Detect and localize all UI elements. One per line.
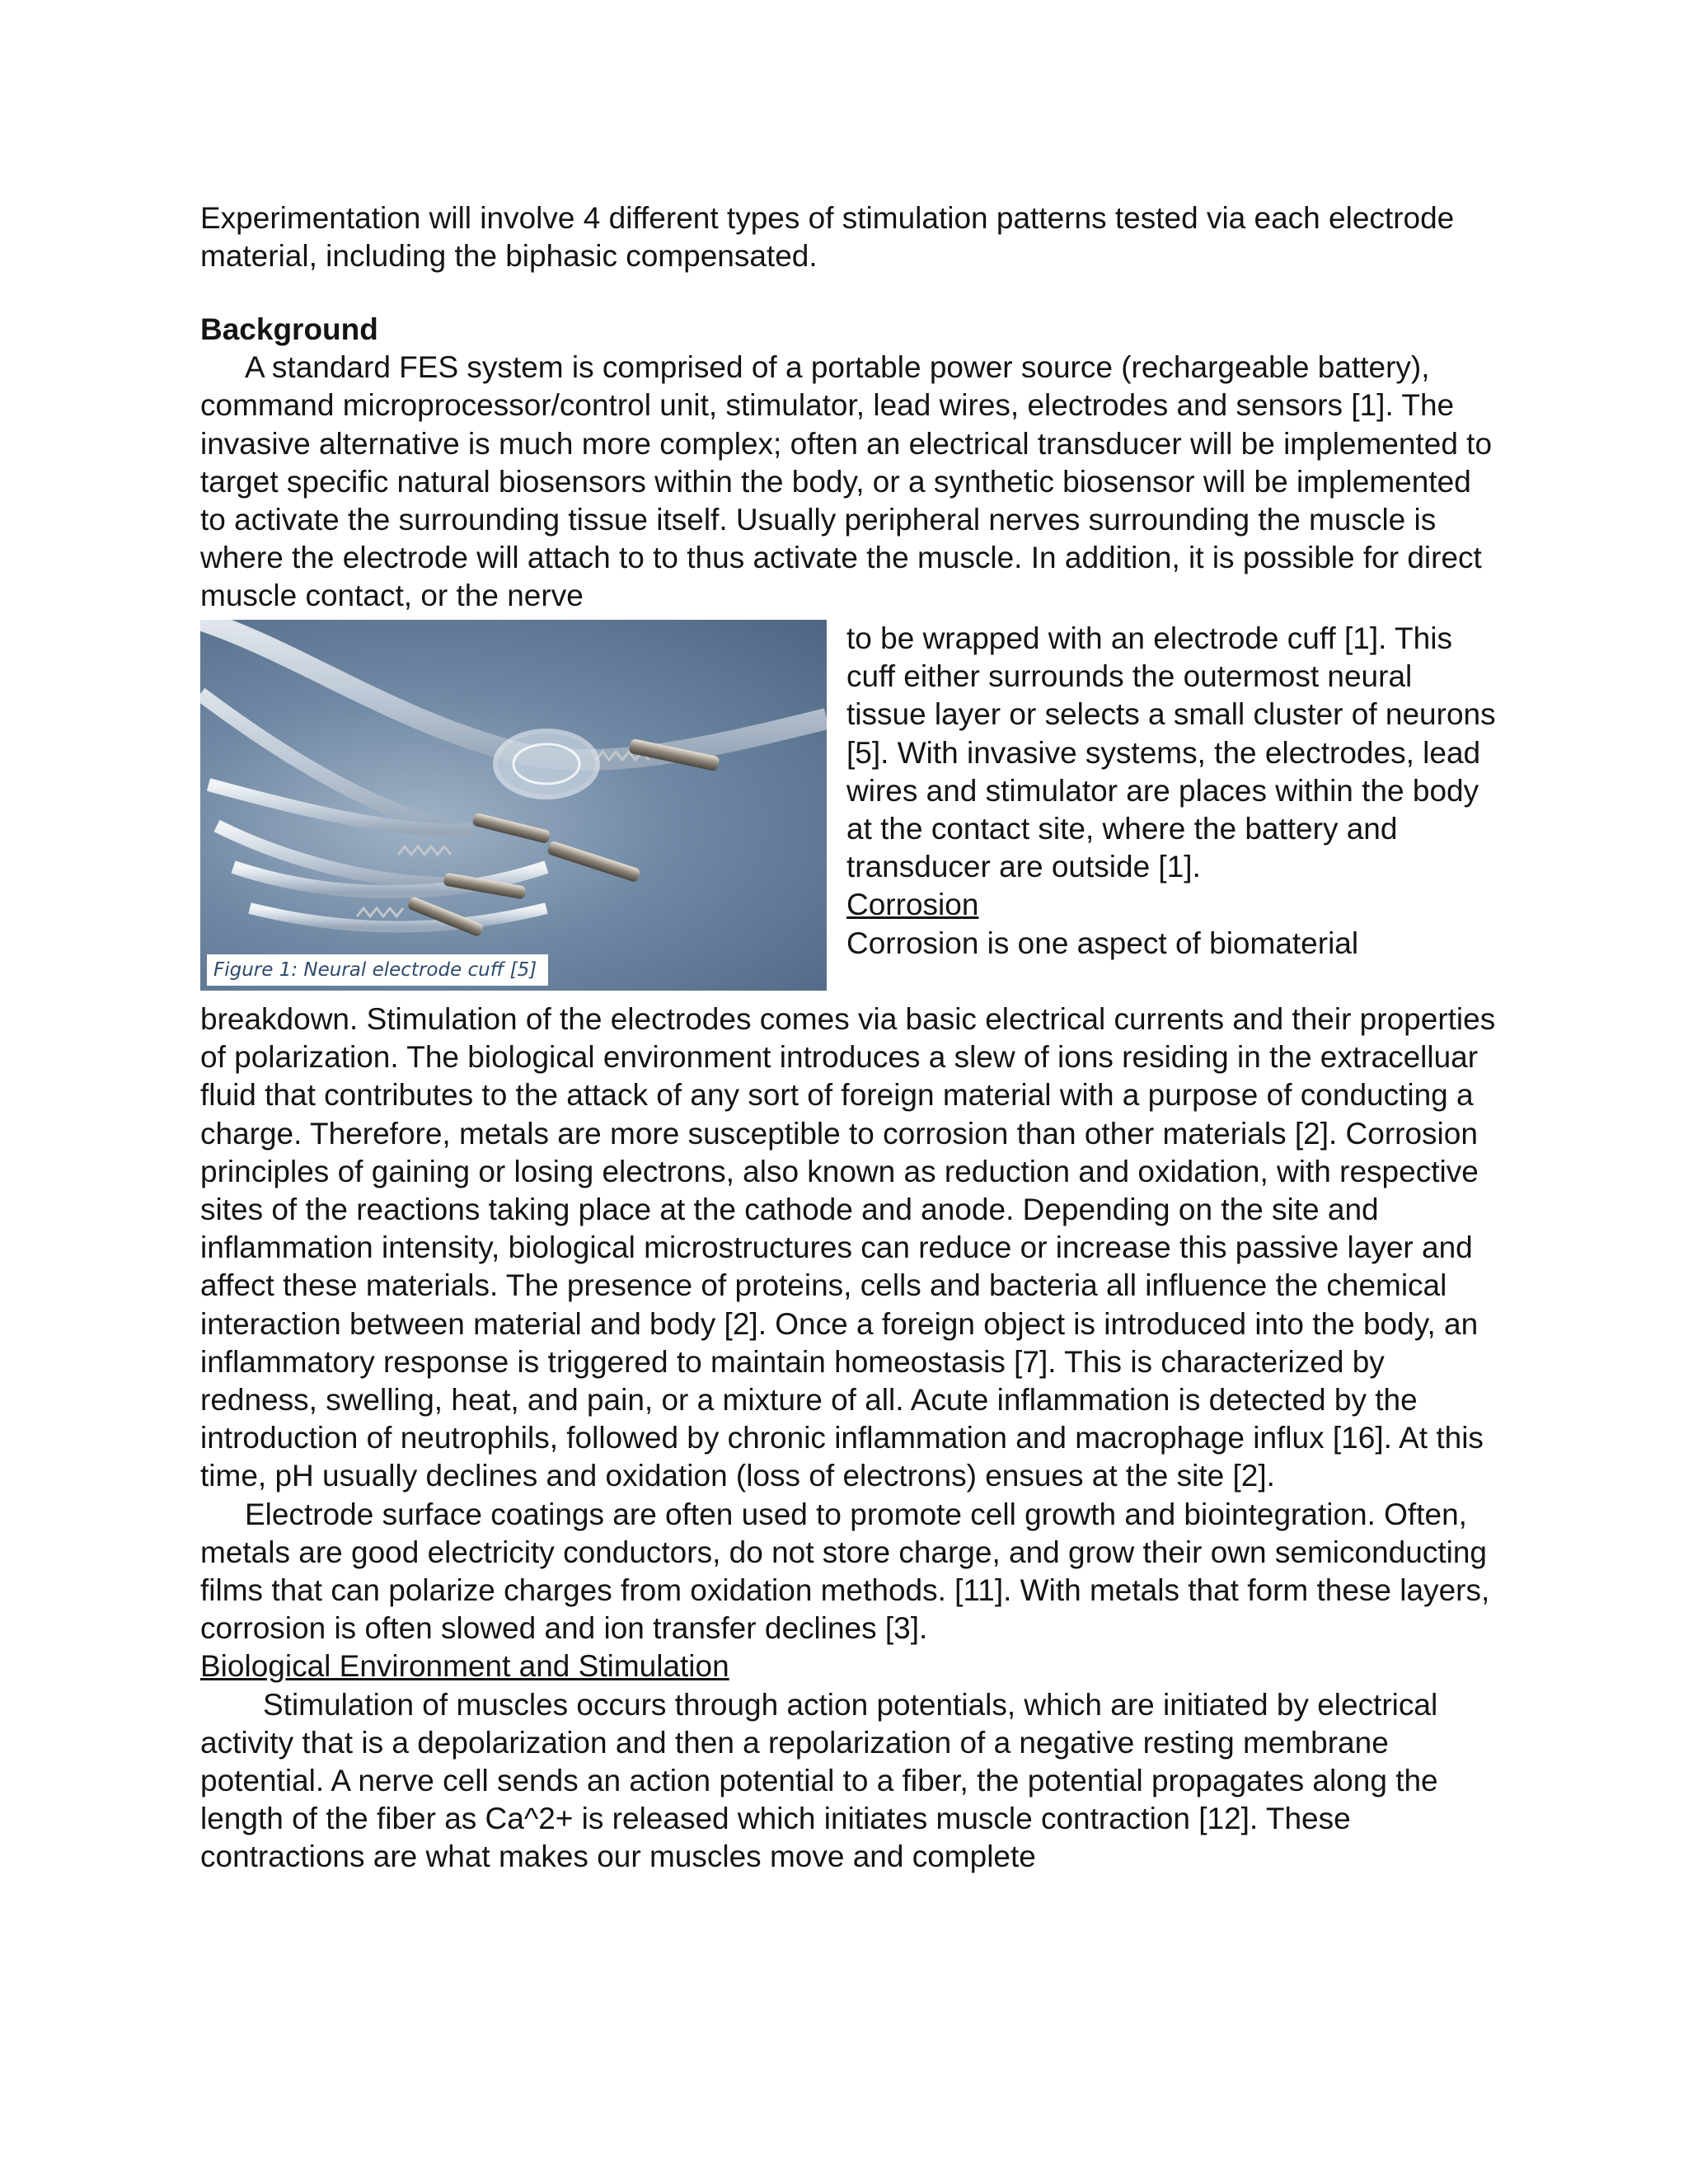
corrosion-paragraph-2: Electrode surface coatings are often used to promote cell growth and biointegration. Often, metals are good electricity conductors, do not store charge, and grow their own semiconducting films that can polarize charges from oxidation methods. [11]. With metals that form these layers, corrosion is often slowed and ion transfer declines [3]. [200,1497,1490,1646]
background-block [200,311,1498,616]
background-side-block [846,620,1498,963]
background-paragraph-side: to be wrapped with an electrode cuff [1]. This cuff either surrounds the outermost neural tissue layer or selects a small cluster of neurons [5]. With invasive systems, the electrodes, lead wires and stimulator are places within the body at the contact site, where the battery and transducer are outside [1]. [846,621,1496,884]
corrosion-paragraph-1: breakdown. Stimulation of the electrodes comes via basic electrical currents and their properties of polarization. The biological environment introduces a slew of ions residing in the extracelluar fluid that contributes to the attack of any sort of foreign material with a purpose of conducting a charge. Therefore, metals are more susceptible to corrosion than other materials [2]. Corrosion principles of gaining or losing electrons, also known as reduction and oxidation, with respective sites of the reactions taking place at the cathode and anode. Depending on the site and inflammation intensity, biological microstructures can reduce or increase this passive layer and affect these materials. The presence of proteins, cells and bacteria all influence the chemical interaction between material and body [2]. Once a foreign object is introduced into the body, an inflammatory response is triggered to maintain homeostasis [7]. This is characterized by redness, swelling, heat, and pain, or a mixture of all. Acute inflammation is detected by the introduction of neutrophils, followed by chronic inflammation and macrophage influx [16]. At this time, pH usually declines and oxidation (loss of electrons) ensues at the site [2]. [200,1002,1496,1493]
figure-caption: Figure 1: Neural electrode cuff [5] [207,954,548,986]
corrosion-lead-line: Corrosion is one aspect of biomaterial [846,926,1359,960]
electrode-cuff-illustration [200,620,827,991]
neural-electrode-cuff-figure [200,620,827,991]
intro-block [200,199,1498,275]
intro-paragraph: Experimentation will involve 4 different types of stimulation patterns tested via each electrode material, including the biphasic compensated. [200,201,1455,274]
corrosion-block [200,1001,1498,1877]
background-paragraph-top: A standard FES system is comprised of a portable power source (rechargeable battery), command microprocessor/control unit, stimulator, lead wires, electrodes and sensors [1]. The invasive alternative is much more complex; often an electrical transducer will be implemented to target specific natural biosensors within the body, or a synthetic biosensor will be implemented to activate the surrounding tissue itself. Usually peripheral nerves surrounding the muscle is where the electrode will attach to to thus activate the muscle. In addition, it is possible for direct muscle contact, or the nerve [200,350,1493,613]
bio-env-heading: Biological Environment and Stimulation [200,1649,729,1684]
corrosion-heading: Corrosion [846,888,979,922]
bio-env-paragraph: Stimulation of muscles occurs through action potentials, which are initiated by electrical activity that is a depolarization and then a repolarization of a negative resting membrane potential. A nerve cell sends an action potential to a fiber, the potential propagates along the length of the fiber as Ca^2+ is released which initiates muscle contraction [12]. These contractions are what makes our muscles move and complete [200,1687,1438,1874]
background-heading: Background [200,312,378,346]
